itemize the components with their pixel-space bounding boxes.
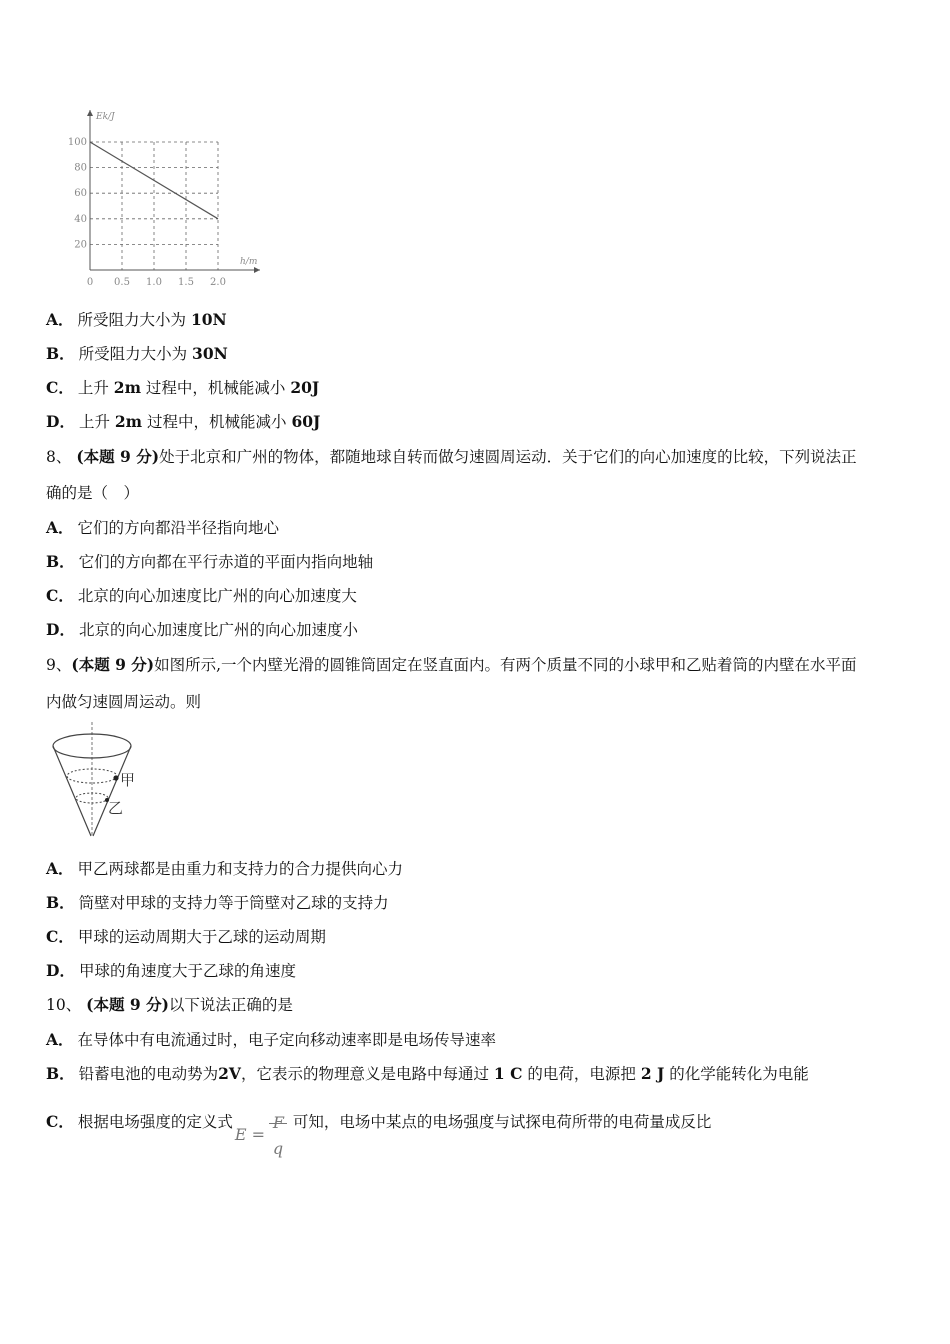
cone-figure	[44, 722, 144, 840]
option-text: 过程中，机械能减小	[140, 379, 291, 397]
y-tick-label: 80	[74, 162, 87, 174]
fraction-bar	[269, 1123, 287, 1124]
y-tick-label: 100	[67, 137, 87, 148]
ek-h-chart	[60, 102, 270, 294]
option-value: 2m	[114, 412, 143, 431]
chart-x-label: h/m	[240, 257, 258, 267]
formula-lhs: E =	[234, 1125, 266, 1144]
question-text: 以下说法正确的是	[168, 996, 293, 1014]
option-text: 北京的向心加速度比广州的向心加速度大	[77, 587, 357, 605]
chart-grid	[90, 142, 218, 270]
option-letter: B．	[46, 893, 75, 912]
y-tick-label: 60	[74, 188, 87, 200]
formula-denominator: q	[272, 1139, 284, 1158]
option-value: 20J	[290, 378, 320, 397]
q7-option-c[interactable]	[46, 377, 319, 399]
q10-option-a[interactable]	[46, 1029, 496, 1051]
option-text: 根据电场强度的定义式	[77, 1113, 233, 1131]
option-text: ，它表示的物理意义是电路中每通过	[240, 1065, 489, 1083]
option-value: 2V	[218, 1064, 241, 1083]
q7-option-a[interactable]	[46, 309, 227, 331]
option-text: 筒壁对甲球的支持力等于筒壁对乙球的支持力	[78, 894, 389, 912]
option-letter: D．	[46, 412, 75, 431]
orbit-jia	[67, 769, 117, 783]
option-letter: C．	[46, 1112, 74, 1131]
x-tick-label: 1.5	[178, 277, 194, 288]
q9-option-d[interactable]	[46, 960, 296, 982]
option-text: 在导体中有电流通过时，电子定向移动速率即是电场传导速率	[77, 1031, 497, 1049]
electric-field-formula	[234, 1099, 291, 1158]
x-tick-label: 0.5	[114, 277, 130, 288]
option-letter: C．	[46, 586, 74, 605]
label-jia: 甲	[120, 771, 136, 789]
question-text: 如图所示,一个内壁光滑的圆锥筒固定在竖直面内。有两个质量不同的小球甲和乙贴着筒的内壁在水平面	[154, 656, 857, 674]
q10-stem	[46, 994, 293, 1016]
option-letter: A．	[46, 310, 74, 329]
ball-jia	[113, 775, 118, 780]
option-value: 60J	[291, 412, 321, 431]
chart-y-label: Ek/J	[96, 112, 115, 122]
option-text: 甲球的运动周期大于乙球的运动周期	[77, 928, 326, 946]
question-number: 10、	[46, 996, 82, 1014]
question-text: 处于北京和广州的物体，都随地球自转而做匀速圆周运动．关于它们的向心加速度的比较，下列说法正	[159, 448, 857, 466]
q8-option-b[interactable]	[46, 551, 373, 573]
q10-option-c[interactable]	[46, 1098, 712, 1158]
option-text: 它们的方向都沿半径指向地心	[77, 519, 280, 537]
y-axis-arrow	[87, 110, 93, 116]
option-letter: D．	[46, 961, 75, 980]
option-letter: B．	[46, 552, 75, 571]
option-text: 北京的向心加速度比广州的向心加速度小	[78, 621, 358, 639]
y-tick-label: 20	[74, 239, 87, 251]
x-tick-label: 0	[86, 277, 94, 288]
q8-stem-line1	[46, 446, 857, 468]
q8-option-d[interactable]	[46, 619, 358, 641]
chart-tick-labels	[68, 137, 226, 288]
option-text: 的电荷，电源把	[527, 1065, 636, 1083]
q7-option-d[interactable]	[46, 411, 320, 433]
option-value: 30N	[192, 344, 228, 363]
option-value: 1 C	[493, 1064, 523, 1083]
q9-option-c[interactable]	[46, 926, 326, 948]
q9-stem-line1	[46, 654, 857, 676]
option-letter: A．	[46, 1030, 74, 1049]
option-letter: B．	[46, 1064, 75, 1083]
option-text: 铅蓄电池的电动势为	[78, 1065, 219, 1083]
cone-right-wall	[93, 746, 131, 836]
question-score: (本题 9 分)	[76, 447, 160, 466]
option-letter: D．	[46, 620, 75, 639]
question-score: (本题 9 分)	[86, 995, 169, 1014]
option-text: 甲乙两球都是由重力和支持力的合力提供向心力	[77, 860, 404, 878]
option-text: 所受阻力大小为	[77, 311, 191, 329]
label-yi: 乙	[108, 799, 124, 817]
option-text: 过程中，机械能减小	[142, 413, 292, 431]
option-letter: B．	[46, 344, 75, 363]
option-text: 可知，电场中某点的电场强度与试探电荷所带的电荷量成反比	[292, 1113, 712, 1131]
chart-series	[90, 142, 218, 219]
option-text: 上升	[77, 379, 114, 397]
y-tick-label: 40	[74, 213, 87, 225]
question-number: 8、	[46, 448, 72, 466]
q8-option-c[interactable]	[46, 585, 357, 607]
option-letter: A．	[46, 859, 74, 878]
q8-stem-line2: 确的是（ ）	[46, 484, 140, 502]
question-number: 9、	[46, 656, 72, 674]
option-letter: C．	[46, 927, 74, 946]
option-value: 2 J	[640, 1064, 665, 1083]
option-value: 10N	[190, 310, 227, 329]
q9-option-a[interactable]	[46, 858, 403, 880]
cone-left-wall	[53, 746, 91, 836]
x-tick-label: 1.0	[146, 277, 162, 288]
q7-option-b[interactable]	[46, 343, 228, 365]
x-axis-arrow	[254, 267, 260, 273]
ek-line	[90, 142, 218, 219]
q10-option-b[interactable]	[46, 1063, 809, 1085]
q9-stem-line2: 内做匀速圆周运动。则	[46, 693, 202, 711]
x-tick-label: 2.0	[210, 277, 226, 288]
option-text: 上升	[78, 413, 115, 431]
question-score: (本题 9 分)	[71, 655, 155, 674]
q8-option-a[interactable]	[46, 517, 279, 539]
option-letter: C．	[46, 378, 74, 397]
option-letter: A．	[46, 518, 74, 537]
q9-option-b[interactable]	[46, 892, 389, 914]
option-text: 所受阻力大小为	[78, 345, 193, 363]
option-text: 甲球的角速度大于乙球的角速度	[78, 962, 296, 980]
option-value: 2m	[113, 378, 141, 397]
option-text: 的化学能转化为电能	[669, 1065, 809, 1083]
option-text: 它们的方向都在平行赤道的平面内指向地轴	[78, 553, 374, 571]
